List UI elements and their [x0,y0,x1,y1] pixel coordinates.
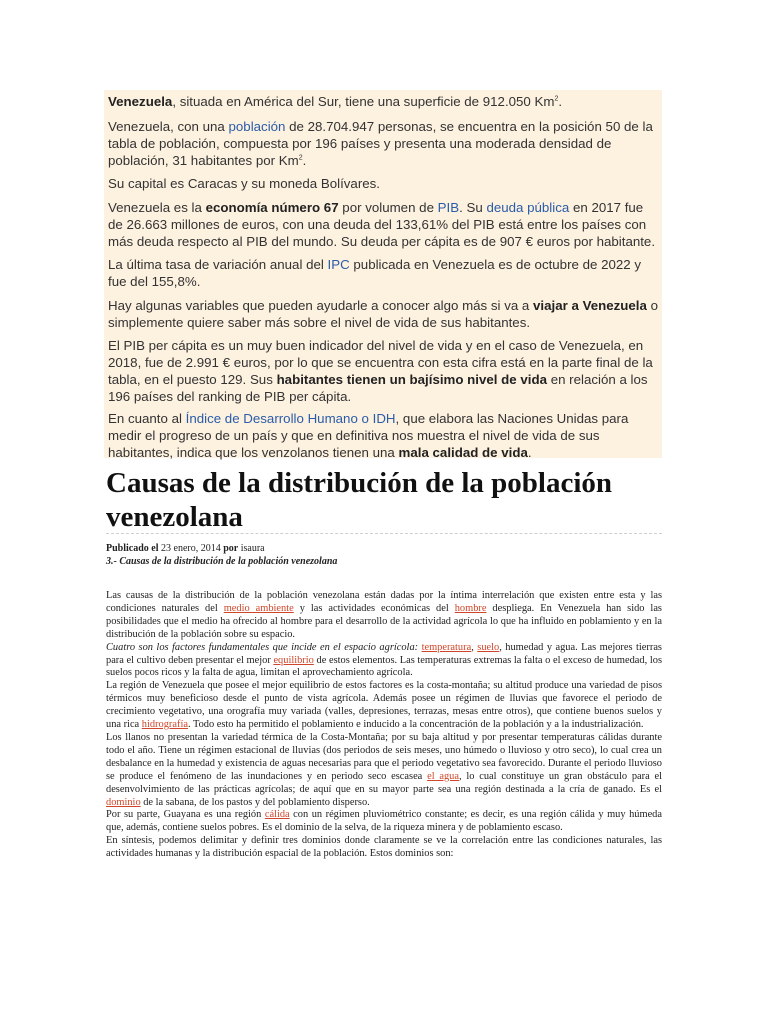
intro-paragraph-7: El PIB per cápita es un muy buen indicador del nivel de vida y en el caso de Venezuela, en 2018, fue de 2.991 € euros, por lo que se encuentra con esta cifra está en la parte final de la tabla, en el puesto 129. Sus habitantes tienen un bajísimo nivel de vida en relación a los 196 países del ranking de PIB per cápita. [108,338,653,404]
intro-paragraph-5: La última tasa de variación anual del IPC publicada en Venezuela es de octubre de 2022 y fue del 155,8%. [108,257,641,289]
body-paragraph-2: Cuatro son los factores fundamentales que incide en el espacio agrícola: temperatura, suelo, humedad y agua. Las mejores tierras para el cultivo deben presentar el mejor equilibrio de estos elementos. Las temperaturas extremas la falta o el exceso de humedad, los suelos pocos ricos y la falta de agua, limitan el aprovechamiento agrícola. [106,641,662,679]
hidrografia-link[interactable]: hidrografía [141,719,188,731]
author-name: isaura [238,543,265,554]
hombre-link[interactable]: hombre [454,602,487,614]
body-paragraph-6: En síntesis, podemos delimitar y definir tres dominios donde claramente se ve la correlación entre las condiciones naturales, las actividades humanas y la distribución espacial de la población. Estos dominios son: [106,835,662,860]
idh-link[interactable]: Índice de Desarrollo Humano o IDH [185,411,396,426]
ipc-link[interactable]: IPC [327,257,350,272]
intro-paragraph-2: Venezuela, con una población de 28.704.947 personas, se encuentra en la posición 50 de la tabla de población, compuesta por 196 países y presenta una moderada densidad de población, 31 habitantes por Km$^2$. [108,119,653,168]
body-paragraph-1: Las causas de la distribución de la población venezolana están dadas por la íntima interrelación que existen entre esta y las condiciones naturales del medio ambiente y las actividades económicas del hombre despliega. En Venezuela han sido las posibilidades que el medio ha ofrecido al hombre para el desarrollo de la actividad agrícola lo que ha influido en poblamiento y en la distribución de la población sobre su espacio. [106,590,662,640]
poblacion-link[interactable]: población [228,119,286,134]
article-body [106,590,662,861]
intro-paragraph-8: En cuanto al Índice de Desarrollo Humano o IDH, que elabora las Naciones Unidas para medir el progreso de un país y que en definitiva nos muestra el nivel de vida de sus habitantes, indica que los venzolanos tienen una mala calidad de vida. [108,411,629,460]
article-meta: Publicado el 23 enero, 2014 por isaura [106,543,265,554]
body-paragraph-4: Los llanos no presentan la variedad térmica de la Costa-Montaña; por su baja altitud y por presentar temperaturas cálidas durante todo el año. Tiene un régimen estacional de lluvias (dos periodos de seis meses, uno húmedo o lluvioso y otro seco), lo cual crea un desbalance en la humedad y existencia de aguas necesarias para que el periodo vegetativo sea favorecido. Durante el periodo lluvioso se produce el fenómeno de las inundaciones y en periodo seco escasea el agua, lo cual constituye un gran obstáculo para el desenvolvimiento de las prácticas agrícolas; de aquí que en su mayor parte sea una región destinada a la cría de ganado. Es el dominio de la sabana, de los pastos y del poblamiento disperso. [106,731,663,808]
country-name: Venezuela [108,94,173,109]
medio-ambiente-link[interactable]: medio ambiente [223,602,294,614]
dominio-link[interactable]: dominio [106,796,141,808]
intro-paragraph-6: Hay algunas variables que pueden ayudarle a conocer algo más si va a viajar a Venezuela o simplemente quiere saber más sobre el nivel de vida de sus habitantes. [108,298,658,330]
temperatura-link[interactable]: temperatura [421,641,472,653]
pib-link[interactable]: PIB [437,200,460,215]
suelo-link[interactable]: suelo [477,641,500,653]
intro-paragraph-3: Su capital es Caracas y su moneda Bolívares. [108,176,380,191]
intro-paragraph-4: Venezuela es la economía número 67 por volumen de PIB. Su deuda pública en 2017 fue de 26.663 millones de euros, con una deuda del 133,61% del PIB está entre los países con más deuda respecto al PIB del mundo. Su deuda per cápita es de 907 € euros por habitante. [108,200,656,249]
deuda-publica-link[interactable]: deuda pública [486,200,570,215]
intro-paragraph-1: Venezuela, situada en América del Sur, tiene una superficie de 912.050 Km$^2$. [108,94,563,109]
body-paragraph-3: La región de Venezuela que posee el mejor equilibrio de estos factores es la costa-montaña; su altitud produce una variedad de pisos térmicos muy beneficioso desde el punto de vista agrícola. Además posee un régimen de lluvias que favorece el periodo de crecimiento vegetativo, una orografía muy variada (valles, depresiones, terrazas, mesas entre otros), que contiene buenos suelos y una rica hidrografía. Todo esto ha permitido el poblamiento e inducido a la concentración de la población y a la industrialización. [106,680,662,731]
body-paragraph-5: Por su parte, Guayana es una región cálida con un régimen pluviométrico constante; es decir, es una región cálida y muy húmeda que, además, contiene suelos pobres. Es el dominio de la selva, de la riqueza minera y de poblamiento escaso. [106,809,662,834]
publish-date: 23 enero, 2014 [158,543,224,554]
equilibrio-link[interactable]: equilibrio [273,654,314,666]
article-title: Causas de la distribución de la población venezolana [106,467,612,533]
title-divider [106,533,662,534]
article-subheading: 3.- Causas de la distribución de la población venezolana [106,556,338,567]
el-agua-link[interactable]: el agua [427,770,459,782]
intro-box [104,90,662,458]
calida-link[interactable]: cálida [264,809,290,821]
